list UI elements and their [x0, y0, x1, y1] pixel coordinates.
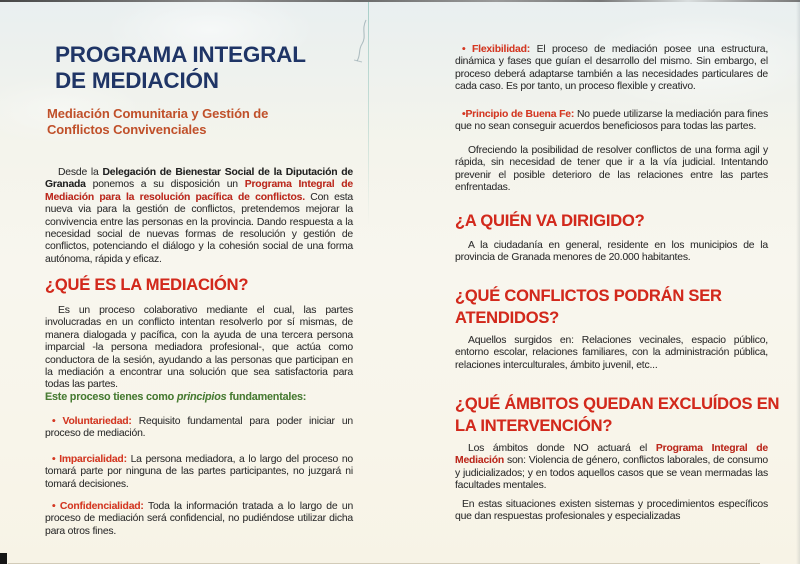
scan-top-edge-artifact	[0, 0, 800, 2]
bullet-icon: •	[52, 416, 56, 427]
text-run: ponemos a su disposición un	[85, 179, 245, 191]
principle-keyword: Confidencialidad:	[59, 501, 144, 512]
section-heading-que-es-la-mediacion: ¿QUÉ ES LA MEDIACIÓN?	[45, 276, 249, 294]
text-run-red-bold: Programa Integral de Mediación para la resolución pacífica de conflictos.	[45, 179, 353, 203]
text-run: Este proceso tienes como	[45, 391, 177, 403]
bullet-icon: •	[462, 44, 466, 55]
principle-keyword: Voluntariedad:	[62, 416, 132, 427]
principles-lead	[45, 391, 353, 403]
text-run: son: Violencia de género, conflictos laborales, de consumo y judicializados; y en todos aquellos casos que se vean mermadas las facultades mentales.	[455, 455, 768, 492]
principle-text: Toda la información tratada a lo largo de un proceso de mediación será confidencial, no pudiéndose utilizar dicha para otros fines.	[45, 501, 354, 537]
principle-text: No puede utilizarse la mediación para fines que no sean conseguir acuerdos beneficiosos para todas las partes.	[455, 109, 769, 133]
principle-keyword: Flexibilidad:	[472, 44, 531, 55]
principle-keyword: Imparcialidad:	[59, 454, 127, 465]
intro-paragraph	[45, 167, 353, 266]
mediation-definition-paragraph: Es un proceso colaborativo mediante el cual, las partes involucradas en un conflicto intentan resolverlo por sí mismas, de manera dialogada y pacífica, con la ayuda de una tercera persona imparcial -la persona mediadora profesional-, que actúa como conductora de la sesión, ayudando a las personas que participan en la mediación a encontrar una solución que sea satisfactoria para todas las partes.	[45, 305, 353, 391]
section-heading-a-quien-va-dirigido: ¿A QUIÉN VA DIRIGIDO?	[455, 212, 645, 230]
ambitos-paragraph	[455, 443, 768, 493]
section-heading-ambitos-excluidos: ¿QUÉ ÁMBITOS QUEDAN EXCLUÍDOS EN LA INTERVENCIÓN?	[455, 395, 780, 435]
closing-paragraph: En estas situaciones existen sistemas y procedimientos específicos que dan respuestas profesionales y especializadas	[455, 499, 768, 523]
principle-item-voluntariedad	[45, 416, 353, 441]
text-run-bold: Delegación de Bienestar Social de la Diputación de Granada	[45, 167, 353, 191]
principle-item-flexibilidad	[455, 44, 768, 94]
principle-item-buena-fe	[455, 109, 768, 134]
dirigido-paragraph: A la ciudadanía en general, residente en los municipios de la provincia de Granada menores de 20.000 habitantes.	[455, 240, 768, 264]
principle-text: Requisito fundamental para poder iniciar un proceso de mediación.	[45, 416, 354, 440]
text-run: fundamentales:	[226, 391, 307, 403]
text-run: Con esta nueva via para la gestión de conflictos, pretendemos mejorar la convivencia entre las personas en la provincia. Dando respuesta a la necesidad social de nuevas formas de resolución y gestión de conflictos, potenciando el diálogo y la cohesión social de una forma autónoma, rápida y eficaz.	[45, 191, 353, 265]
principle-text: El proceso de mediación posee una estructura, dinámica y fases que guían el desarrollo del mismo. Sin embargo, el proceso deberá adaptarse también a las necesidades particulares de cada caso. Es por tanto, un proceso flexible y creativo.	[455, 44, 769, 93]
bullet-icon: •	[52, 454, 56, 465]
principle-item-confidencialidad	[45, 501, 353, 538]
conflictos-paragraph: Aquellos surgidos en: Relaciones vecinales, espacio público, entorno escolar, relaciones familiares, con la administración pública, relaciones interculturales, ámbito juvenil, etc...	[455, 335, 768, 371]
text-run-italic: principios	[176, 391, 227, 403]
page-subtitle: Mediación Comunitaria y Gestión de Conflictos Convivenciales	[47, 106, 269, 137]
text-run: Desde la	[58, 167, 103, 178]
principle-text: La persona mediadora, a lo largo del proceso no tomará parte por ninguna de las partes participantes, no juzgará ni tomará decisiones.	[45, 454, 354, 490]
scan-right-shade-artifact	[796, 0, 800, 564]
page-title: PROGRAMA INTEGRAL DE MEDIACIÓN	[55, 42, 306, 93]
bullet-icon: •	[462, 109, 466, 120]
principle-keyword: Principio de Buena Fe:	[465, 109, 575, 120]
section-heading-que-conflictos: ¿QUÉ CONFLICTOS PODRÁN SER ATENDIDOS?	[455, 287, 722, 327]
offering-paragraph: Ofreciendo la posibilidad de resolver conflictos de una forma agil y rápida, sin necesidad de tener que ir a la vía judicial. Intentando prevenir el posible deterioro de las relaciones entre las partes enfrentadas.	[455, 145, 768, 194]
scan-mark-artifact	[352, 18, 372, 66]
scan-corner-mark-artifact	[0, 553, 7, 564]
text-run-red-bold: Programa Integral de Mediación	[455, 443, 769, 467]
principle-item-imparcialidad	[45, 454, 353, 491]
bullet-icon: •	[52, 501, 56, 512]
text-run: Los ámbitos donde NO actuará el	[468, 443, 656, 454]
